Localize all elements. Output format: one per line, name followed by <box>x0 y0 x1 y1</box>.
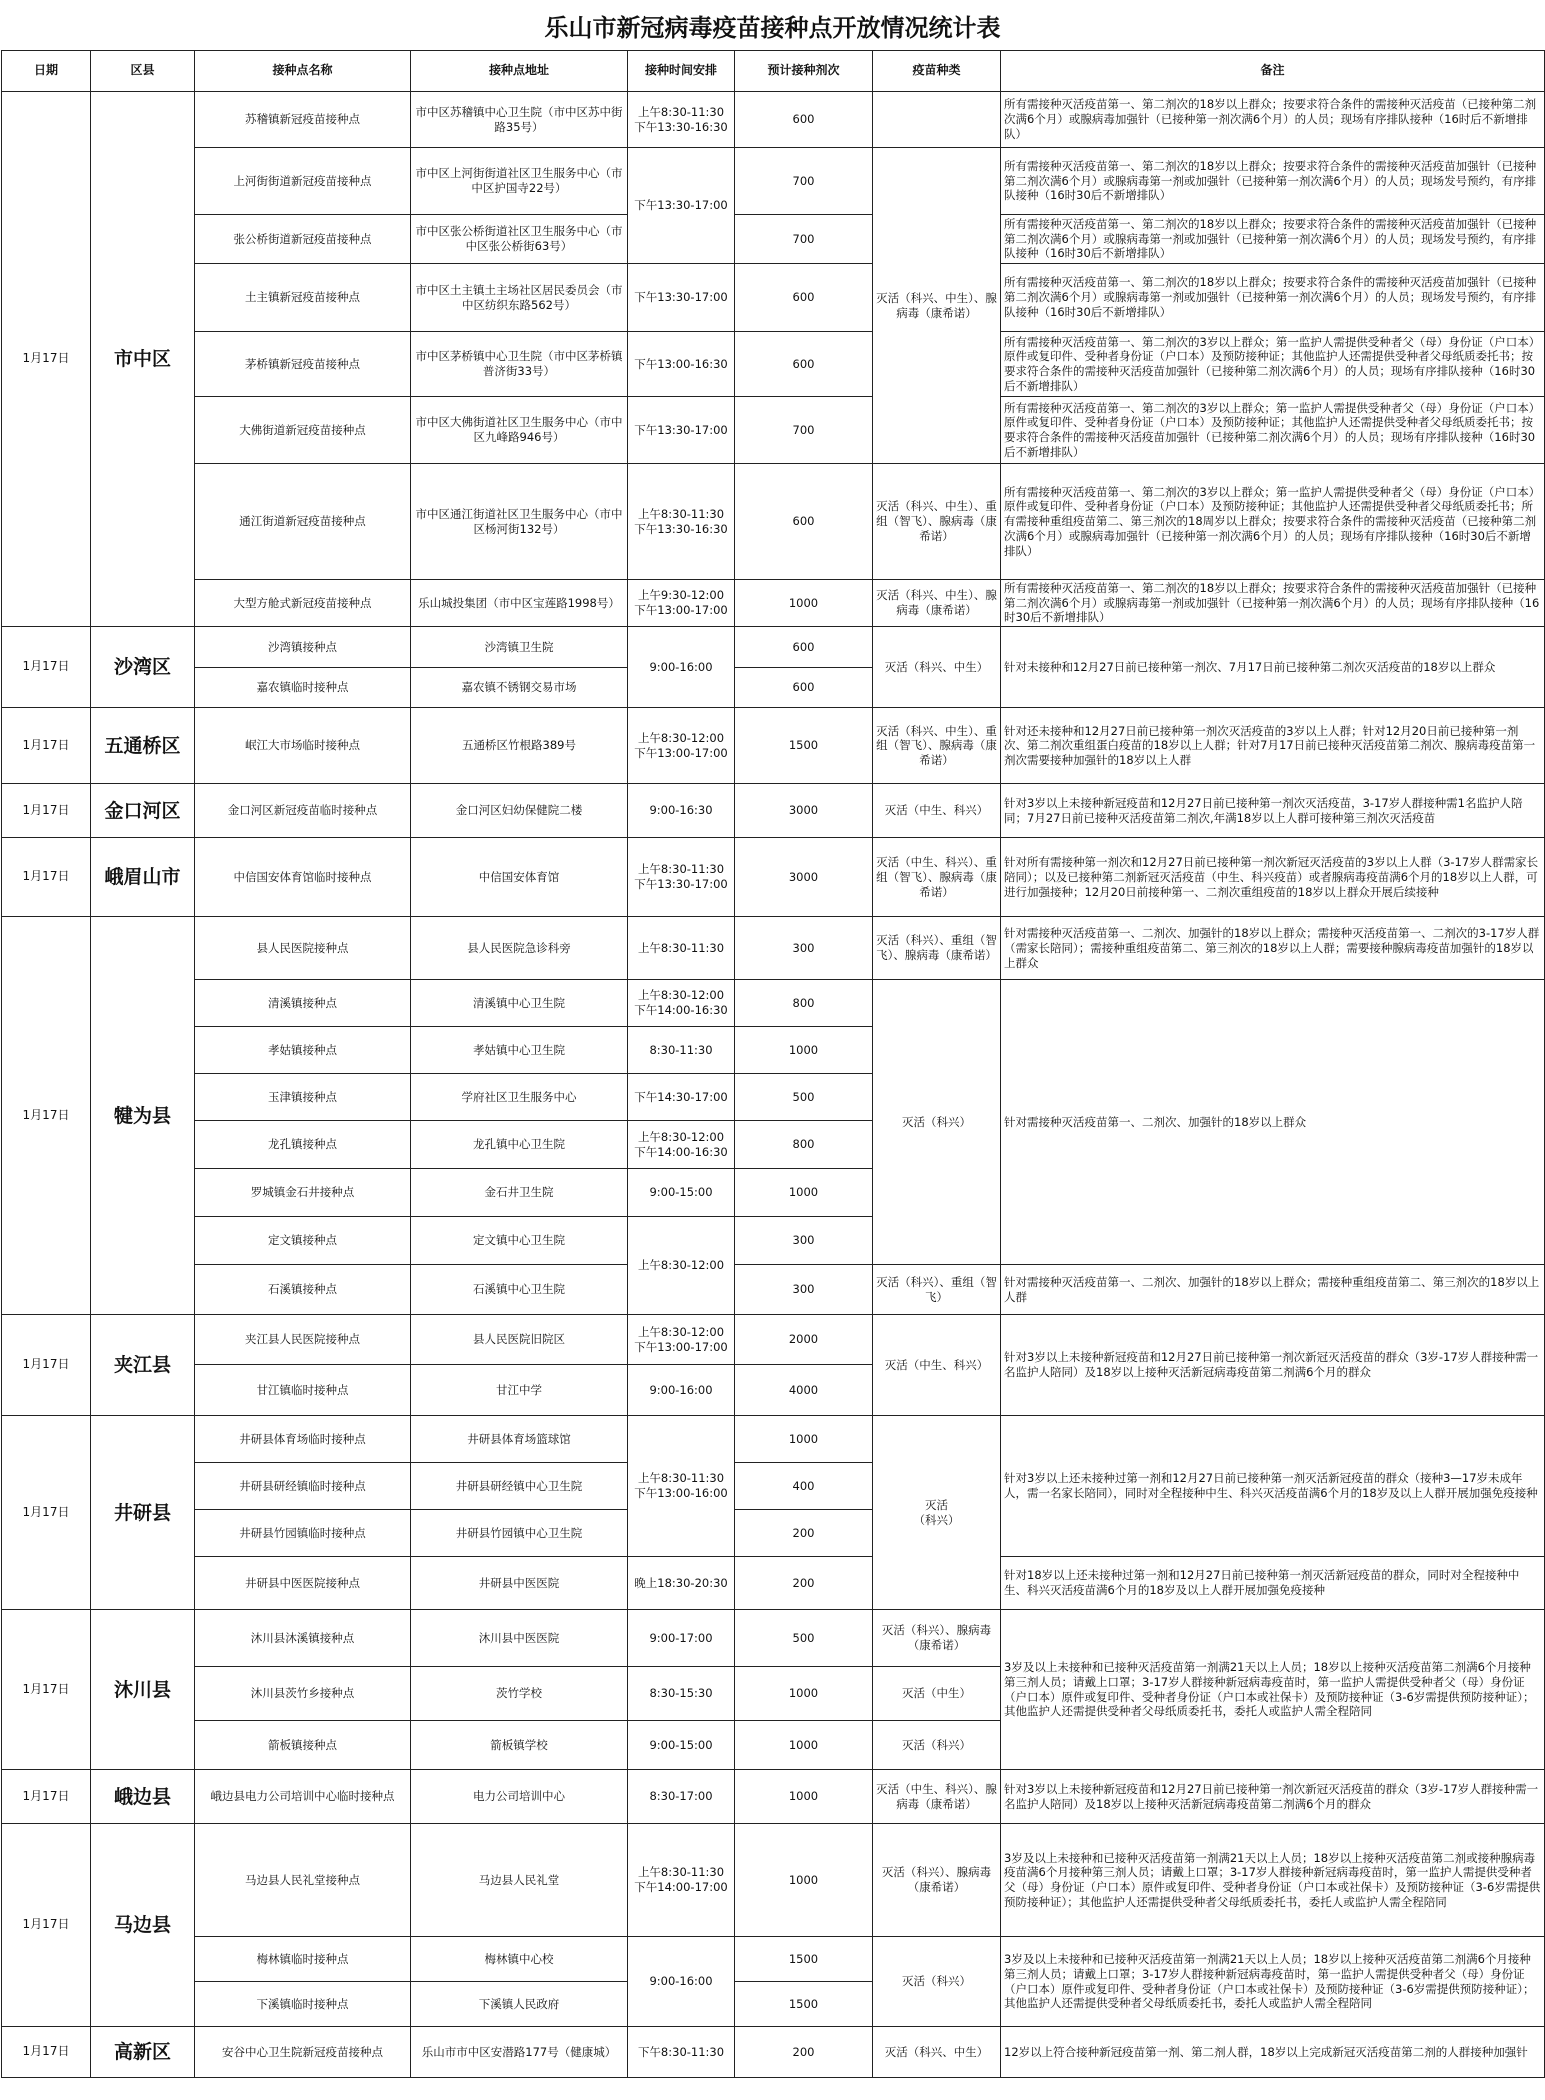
doses-cell: 700 <box>735 215 873 264</box>
time-cell: 9:00-15:00 <box>628 1721 735 1770</box>
site-name-cell: 定文镇接种点 <box>195 1217 411 1265</box>
remarks-cell: 所有需接种灭活疫苗第一、第二剂次的3岁以上群众；第一监护人需提供受种者父（母）身份证（户口本）原件或复印件、受种者身份证（户口本）及预防接种证；其他监护人还需提供受种者父母纸质委托书；按要求符合条件的需接种灭活疫苗加强针（已接种第二剂次满6个月）的人员；现场有序排队接种（16时30后不新增排队） <box>1001 397 1545 464</box>
vaccine-type-cell: 灭活（科兴） <box>873 1721 1001 1770</box>
site-address-cell: 茨竹学校 <box>411 1667 628 1721</box>
site-address-cell: 定文镇中心卫生院 <box>411 1217 628 1265</box>
site-name-cell: 箭板镇接种点 <box>195 1721 411 1770</box>
site-name-cell: 中信国安体育馆临时接种点 <box>195 838 411 917</box>
site-address-cell: 孝姑镇中心卫生院 <box>411 1027 628 1074</box>
date-cell: 1月17日 <box>2 838 91 917</box>
site-name-cell: 沐川县茨竹乡接种点 <box>195 1667 411 1721</box>
time-cell: 下午14:30-17:00 <box>628 1074 735 1121</box>
doses-cell: 1000 <box>735 1824 873 1937</box>
table-row <box>2 1265 1545 1315</box>
doses-cell: 200 <box>735 1557 873 1610</box>
site-address-cell: 电力公司培训中心 <box>411 1770 628 1824</box>
doses-cell: 700 <box>735 148 873 215</box>
remarks-cell: 所有需接种灭活疫苗第一、第二剂次的18岁以上群众；按要求符合条件的需接种灭活疫苗加强针（已接种第二剂次满6个月）或腺病毒第一剂或加强针（已接种第一剂次满6个月）的人员；现场发号预约，有序排队接种（16时30后不新增排队） <box>1001 215 1545 264</box>
remarks-cell: 针对需接种灭活疫苗第一、二剂次、加强针的18岁以上群众；需接种重组疫苗第二、第三剂次的18岁以上人群 <box>1001 1265 1545 1315</box>
site-address-cell: 井研县竹园镇中心卫生院 <box>411 1510 628 1557</box>
time-cell: 9:00-15:00 <box>628 1169 735 1217</box>
county-cell: 市中区 <box>91 92 195 627</box>
site-address-cell: 箭板镇学校 <box>411 1721 628 1770</box>
date-cell: 1月17日 <box>2 917 91 1315</box>
table-row <box>2 1770 1545 1824</box>
doses-cell: 300 <box>735 1217 873 1265</box>
doses-cell: 1000 <box>735 1770 873 1824</box>
time-cell: 下午13:30-17:00 <box>628 397 735 464</box>
date-cell: 1月17日 <box>2 1610 91 1770</box>
county-cell: 马边县 <box>91 1824 195 2027</box>
date-cell: 1月17日 <box>2 92 91 627</box>
site-address-cell: 马边县人民礼堂 <box>411 1824 628 1937</box>
vaccine-type-cell: 灭活（科兴）、腺病毒（康希诺） <box>873 1824 1001 1937</box>
remarks-cell: 12岁以上符合接种新冠疫苗第一剂、第二剂人群，18岁以上完成新冠灭活疫苗第二剂的人群接种加强针 <box>1001 2027 1545 2078</box>
remarks-cell: 针对3岁以上还未接种过第一剂和12月27日前已接种第一剂灭活新冠疫苗的群众（接种3—17岁未成年人，需一名家长陪同），同时对全程接种中生、科兴灭活疫苗满6个月的18岁及以上人群开展加强免疫接种 <box>1001 1416 1545 1557</box>
site-address-cell: 市中区张公桥街道社区卫生服务中心（市中区张公桥街63号） <box>411 215 628 264</box>
site-address-cell: 乐山市市中区安潜路177号（健康城） <box>411 2027 628 2078</box>
remarks-cell: 3岁及以上未接种和已接种灭活疫苗第一剂满21天以上人员；18岁以上接种灭活疫苗第二剂满6个月接种第三剂人员；请戴上口罩；3-17岁人群接种新冠病毒疫苗时，第一监护人需提供受种者父（母）身份证（户口本）原件或复印件、受种者身份证（户口本或社保卡）及预防接种证（3-6岁需提供预防接种证）；其他监护人还需提供受种者父母纸质委托书，委托人或监护人需全程陪同 <box>1001 1937 1545 2027</box>
site-name-cell: 罗城镇金石井接种点 <box>195 1169 411 1217</box>
time-cell: 上午9:30-12:00 下午13:00-17:00 <box>628 580 735 627</box>
table-row <box>2 980 1545 1027</box>
date-cell: 1月17日 <box>2 1824 91 2027</box>
vaccine-type-cell: 灭活（中生、科兴） <box>873 784 1001 838</box>
doses-cell: 700 <box>735 397 873 464</box>
time-cell: 9:00-16:00 <box>628 1937 735 2027</box>
remarks-cell: 3岁及以上未接种和已接种灭活疫苗第一剂满21天以上人员；18岁以上接种灭活疫苗第二剂满6个月接种第三剂人员；请戴上口罩；3-17岁人群接种新冠病毒疫苗时，第一监护人需提供受种者父（母）身份证（户口本）原件或复印件、受种者身份证（户口本或社保卡）及预防接种证（3-6岁需提供预防接种证）；其他监护人还需提供受种者父母纸质委托书，委托人或监护人需全程陪同 <box>1001 1610 1545 1770</box>
vaccine-type-cell: 灭活 （科兴） <box>873 1416 1001 1610</box>
remarks-cell: 所有需接种灭活疫苗第一、第二剂次的18岁以上群众；按要求符合条件的需接种灭活疫苗（已接种第二剂次满6个月）或腺病毒加强针（已接种第一剂次满6个月）的人员；现场有序排队接种（16时后不新增排队） <box>1001 92 1545 148</box>
site-address-cell: 梅林镇中心校 <box>411 1937 628 1982</box>
site-address-cell: 石溪镇中心卫生院 <box>411 1265 628 1315</box>
site-address-cell: 市中区通江街道社区卫生服务中心（市中区杨河街132号） <box>411 464 628 580</box>
time-cell: 9:00-16:30 <box>628 784 735 838</box>
doses-cell: 1500 <box>735 1937 873 1982</box>
time-cell: 上午8:30-11:30 下午13:30-16:30 <box>628 464 735 580</box>
site-address-cell: 清溪镇中心卫生院 <box>411 980 628 1027</box>
site-address-cell: 沐川县中医医院 <box>411 1610 628 1667</box>
site-address-cell: 沙湾镇卫生院 <box>411 627 628 668</box>
site-address-cell: 县人民医院旧院区 <box>411 1315 628 1365</box>
site-name-cell: 马边县人民礼堂接种点 <box>195 1824 411 1937</box>
remarks-cell: 针对所有需接种第一剂次和12月27日前已接种第一剂次新冠灭活疫苗的3岁以上人群（3-17岁人群需家长陪同）；以及已接种第二剂新冠灭活疫苗（中生、科兴疫苗）或者腺病毒疫苗满6个月的18岁以上人群，可进行加强接种；12月20日前接种第一、二剂次重组疫苗的18岁以上群众开展后续接种 <box>1001 838 1545 917</box>
doses-cell: 800 <box>735 1121 873 1169</box>
doses-cell: 1000 <box>735 1416 873 1463</box>
doses-cell: 1000 <box>735 1721 873 1770</box>
table-row <box>2 464 1545 580</box>
site-address-cell: 龙孔镇中心卫生院 <box>411 1121 628 1169</box>
site-name-cell: 大型方舱式新冠疫苗接种点 <box>195 580 411 627</box>
time-cell: 8:30-11:30 <box>628 1027 735 1074</box>
remarks-cell: 针对未接种和12月27日前已接种第一剂次、7月17日前已接种第二剂次灭活疫苗的18岁以上群众 <box>1001 627 1545 708</box>
site-name-cell: 井研县体育场临时接种点 <box>195 1416 411 1463</box>
doses-cell: 200 <box>735 2027 873 2078</box>
time-cell: 上午8:30-12:00 下午13:00-17:00 <box>628 708 735 784</box>
header-site-address: 接种点地址 <box>411 51 628 92</box>
doses-cell: 1000 <box>735 1027 873 1074</box>
site-name-cell: 安谷中心卫生院新冠疫苗接种点 <box>195 2027 411 2078</box>
doses-cell: 300 <box>735 917 873 980</box>
site-name-cell: 石溪镇接种点 <box>195 1265 411 1315</box>
remarks-cell: 针对需接种灭活疫苗第一、二剂次、加强针的18岁以上群众；需接种灭活疫苗第一、二剂次的3-17岁人群（需家长陪同）；需接种重组疫苗第二、第三剂次的18岁以上人群；需要接种腺病毒疫苗加强针的18岁以上群众 <box>1001 917 1545 980</box>
site-name-cell: 峨边县电力公司培训中心临时接种点 <box>195 1770 411 1824</box>
site-address-cell: 市中区茅桥镇中心卫生院（市中区茅桥镇普济街33号） <box>411 332 628 397</box>
county-cell: 峨眉山市 <box>91 838 195 917</box>
site-name-cell: 金口河区新冠疫苗临时接种点 <box>195 784 411 838</box>
time-cell: 上午8:30-12:00 下午14:00-16:30 <box>628 1121 735 1169</box>
header-row <box>2 51 1545 92</box>
table-row <box>2 1610 1545 1667</box>
remarks-cell: 所有需接种灭活疫苗第一、第二剂次的3岁以上群众；第一监护人需提供受种者父（母）身份证（户口本）原件或复印件、受种者身份证（户口本）及预防接种证；其他监护人还需提供受种者父母纸质委托书；所有需接种重组疫苗第二、第三剂次的18周岁以上群众；按要求符合条件的需接种灭活疫苗（已接种第二剂次满6个月）或腺病毒加强针（已接种第一剂次满6个月）的人员；现场有序排队接种（16时30后不新增排队） <box>1001 464 1545 580</box>
vaccine-type-cell: 灭活（科兴、中生）、重组（智飞）、腺病毒（康希诺） <box>873 464 1001 580</box>
site-address-cell: 市中区土主镇土主场社区居民委员会（市中区纺织东路562号） <box>411 264 628 332</box>
vaccine-type-cell: 灭活（中生、科兴） <box>873 1315 1001 1416</box>
site-name-cell: 茅桥镇新冠疫苗接种点 <box>195 332 411 397</box>
county-cell: 五通桥区 <box>91 708 195 784</box>
date-cell: 1月17日 <box>2 1770 91 1824</box>
site-address-cell: 嘉农镇不锈钢交易市场 <box>411 668 628 708</box>
site-name-cell: 岷江大市场临时接种点 <box>195 708 411 784</box>
time-cell: 下午8:30-11:30 <box>628 2027 735 2078</box>
site-address-cell: 五通桥区竹根路389号 <box>411 708 628 784</box>
header-vaccine-type: 疫苗种类 <box>873 51 1001 92</box>
doses-cell: 1500 <box>735 1982 873 2027</box>
remarks-cell: 针对还未接种和12月27日前已接种第一剂次灭活疫苗的3岁以上人群；针对12月20日前已接种第一剂次、第二剂次重组蛋白疫苗的18岁以上人群；针对7月17日前已接种灭活疫苗第二剂次、腺病毒疫苗第一剂次需要接种加强针的18岁以上人群 <box>1001 708 1545 784</box>
table-row <box>2 1824 1545 1937</box>
time-cell: 下午13:30-17:00 <box>628 148 735 264</box>
site-name-cell: 井研县研经镇临时接种点 <box>195 1463 411 1510</box>
time-cell: 上午8:30-11:30 下午13:00-16:00 <box>628 1416 735 1557</box>
date-cell: 1月17日 <box>2 1416 91 1610</box>
remarks-cell: 所有需接种灭活疫苗第一、第二剂次的18岁以上群众；按要求符合条件的需接种灭活疫苗加强针（已接种第二剂次满6个月）或腺病毒第一剂或加强针（已接种第一剂次满6个月）的人员；现场发号预约，有序排队接种（16时30后不新增排队） <box>1001 148 1545 215</box>
page-title: 乐山市新冠病毒疫苗接种点开放情况统计表 <box>544 13 1001 42</box>
table-row <box>2 332 1545 397</box>
time-cell: 上午8:30-11:30 下午13:30-17:00 <box>628 838 735 917</box>
site-address-cell: 甘江中学 <box>411 1365 628 1416</box>
doses-cell: 2000 <box>735 1315 873 1365</box>
site-name-cell: 孝姑镇接种点 <box>195 1027 411 1074</box>
county-cell: 犍为县 <box>91 917 195 1315</box>
vaccine-type-cell: 灭活（科兴） <box>873 980 1001 1265</box>
table-row <box>2 2027 1545 2078</box>
site-address-cell: 井研县中医医院 <box>411 1557 628 1610</box>
remarks-cell: 所有需接种灭活疫苗第一、第二剂次的18岁以上群众；按要求符合条件的需接种灭活疫苗加强针（已接种第二剂次满6个月）或腺病毒第一剂或加强针（已接种第一剂次满6个月）的人员；现场有序排队接种（16时30后不新增排队） <box>1001 580 1545 627</box>
doses-cell: 600 <box>735 464 873 580</box>
site-name-cell: 张公桥街道新冠疫苗接种点 <box>195 215 411 264</box>
table-row <box>2 264 1545 332</box>
table-body <box>2 92 1545 2078</box>
table-row <box>2 397 1545 464</box>
site-address-cell: 学府社区卫生服务中心 <box>411 1074 628 1121</box>
date-cell: 1月17日 <box>2 708 91 784</box>
doses-cell: 500 <box>735 1610 873 1667</box>
remarks-cell: 针对3岁以上未接种新冠疫苗和12月27日前已接种第一剂次灭活疫苗，3-17岁人群接种需1名监护人陪同；7月27日前已接种灭活疫苗第二剂次,年满18岁以上人群可接种第三剂次灭活疫苗 <box>1001 784 1545 838</box>
time-cell: 上午8:30-12:00 下午14:00-16:30 <box>628 980 735 1027</box>
doses-cell: 600 <box>735 332 873 397</box>
site-name-cell: 苏稽镇新冠疫苗接种点 <box>195 92 411 148</box>
time-cell: 上午8:30-11:30 下午13:30-16:30 <box>628 92 735 148</box>
time-cell: 8:30-17:00 <box>628 1770 735 1824</box>
site-address-cell: 县人民医院急诊科旁 <box>411 917 628 980</box>
site-name-cell: 通江街道新冠疫苗接种点 <box>195 464 411 580</box>
vaccine-type-cell: 灭活（科兴、中生） <box>873 2027 1001 2078</box>
site-address-cell: 市中区苏稽镇中心卫生院（市中区苏中街路35号） <box>411 92 628 148</box>
site-name-cell: 土主镇新冠疫苗接种点 <box>195 264 411 332</box>
table-row <box>2 1937 1545 1982</box>
header-time: 接种时间安排 <box>628 51 735 92</box>
vaccine-type-cell: 灭活（科兴、中生）、腺病毒（康希诺） <box>873 580 1001 627</box>
site-address-cell: 金石井卫生院 <box>411 1169 628 1217</box>
table-row <box>2 92 1545 148</box>
time-cell: 上午8:30-12:00 下午13:00-17:00 <box>628 1315 735 1365</box>
county-cell: 井研县 <box>91 1416 195 1610</box>
remarks-cell: 所有需接种灭活疫苗第一、第二剂次的3岁以上群众；第一监护人需提供受种者父（母）身份证（户口本）原件或复印件、受种者身份证（户口本）及预防接种证；其他监护人还需提供受种者父母纸质委托书；按要求符合条件的需接种灭活疫苗加强针（已接种第二剂次满6个月）的人员；现场有序排队接种（16时30后不新增排队） <box>1001 332 1545 397</box>
site-name-cell: 沙湾镇接种点 <box>195 627 411 668</box>
site-name-cell: 嘉农镇临时接种点 <box>195 668 411 708</box>
table-row <box>2 580 1545 627</box>
header-remarks: 备注 <box>1001 51 1545 92</box>
header-site-name: 接种点名称 <box>195 51 411 92</box>
table-row <box>2 148 1545 215</box>
table-row <box>2 784 1545 838</box>
site-name-cell: 下溪镇临时接种点 <box>195 1982 411 2027</box>
doses-cell: 1000 <box>735 580 873 627</box>
table-row <box>2 1557 1545 1610</box>
site-name-cell: 清溪镇接种点 <box>195 980 411 1027</box>
table-row <box>2 627 1545 668</box>
site-name-cell: 井研县竹园镇临时接种点 <box>195 1510 411 1557</box>
header-doses: 预计接种剂次 <box>735 51 873 92</box>
doses-cell: 600 <box>735 92 873 148</box>
vaccine-type-cell: 灭活（科兴、中生）、腺病毒（康希诺） <box>873 148 1001 464</box>
vaccine-type-cell: 灭活（科兴、中生）、重组（智飞）、腺病毒（康希诺） <box>873 708 1001 784</box>
remarks-cell: 所有需接种灭活疫苗第一、第二剂次的18岁以上群众；按要求符合条件的需接种灭活疫苗加强针（已接种第二剂次满6个月）或腺病毒第一剂或加强针（已接种第一剂次满6个月）的人员；现场发号预约，有序排队接种（16时30后不新增排队） <box>1001 264 1545 332</box>
time-cell: 上午8:30-12:00 <box>628 1217 735 1315</box>
vaccination-table <box>1 50 1545 2078</box>
vaccine-type-cell: 灭活（中生） <box>873 1667 1001 1721</box>
doses-cell: 600 <box>735 668 873 708</box>
doses-cell: 4000 <box>735 1365 873 1416</box>
time-cell: 下午13:00-16:30 <box>628 332 735 397</box>
table-row <box>2 1416 1545 1463</box>
doses-cell: 200 <box>735 1510 873 1557</box>
vaccine-type-cell: 灭活（科兴、中生） <box>873 627 1001 708</box>
remarks-cell: 针对需接种灭活疫苗第一、二剂次、加强针的18岁以上群众 <box>1001 980 1545 1265</box>
table-row <box>2 917 1545 980</box>
site-name-cell: 龙孔镇接种点 <box>195 1121 411 1169</box>
doses-cell: 500 <box>735 1074 873 1121</box>
county-cell: 沙湾区 <box>91 627 195 708</box>
site-address-cell: 下溪镇人民政府 <box>411 1982 628 2027</box>
header-county: 区县 <box>91 51 195 92</box>
county-cell: 金口河区 <box>91 784 195 838</box>
time-cell: 上午8:30-11:30 下午14:00-17:00 <box>628 1824 735 1937</box>
time-cell: 9:00-16:00 <box>628 1365 735 1416</box>
site-name-cell: 玉津镇接种点 <box>195 1074 411 1121</box>
vaccine-type-cell: 灭活（科兴） <box>873 1937 1001 2027</box>
doses-cell: 800 <box>735 980 873 1027</box>
site-address-cell: 市中区大佛街道社区卫生服务中心（市中区九峰路946号） <box>411 397 628 464</box>
remarks-cell: 针对3岁以上未接种新冠疫苗和12月27日前已接种第一剂次新冠灭活疫苗的群众（3岁-17岁人群接种需一名监护人陪同）及18岁以上接种灭活新冠病毒疫苗第二剂满6个月的群众 <box>1001 1315 1545 1416</box>
site-name-cell: 沐川县沐溪镇接种点 <box>195 1610 411 1667</box>
doses-cell: 3000 <box>735 784 873 838</box>
time-cell: 9:00-16:00 <box>628 627 735 708</box>
header-date: 日期 <box>2 51 91 92</box>
site-name-cell: 上河街街道新冠疫苗接种点 <box>195 148 411 215</box>
site-address-cell: 市中区上河街街道社区卫生服务中心（市中区护国寺22号） <box>411 148 628 215</box>
time-cell: 下午13:30-17:00 <box>628 264 735 332</box>
date-cell: 1月17日 <box>2 2027 91 2078</box>
table-row <box>2 1315 1545 1365</box>
site-name-cell: 夹江县人民医院接种点 <box>195 1315 411 1365</box>
doses-cell: 300 <box>735 1265 873 1315</box>
doses-cell: 1000 <box>735 1667 873 1721</box>
doses-cell: 600 <box>735 264 873 332</box>
site-name-cell: 大佛街道新冠疫苗接种点 <box>195 397 411 464</box>
county-cell: 夹江县 <box>91 1315 195 1416</box>
table-row <box>2 708 1545 784</box>
vaccine-type-cell: 灭活（科兴）、腺病毒（康希诺） <box>873 1610 1001 1667</box>
site-name-cell: 梅林镇临时接种点 <box>195 1937 411 1982</box>
county-cell: 高新区 <box>91 2027 195 2078</box>
doses-cell: 3000 <box>735 838 873 917</box>
vaccine-type-cell <box>873 92 1001 148</box>
time-cell: 9:00-17:00 <box>628 1610 735 1667</box>
remarks-cell: 针对18岁以上还未接种过第一剂和12月27日前已接种第一剂灭活新冠疫苗的群众，同时对全程接种中生、科兴灭活疫苗满6个月的18岁及以上人群开展加强免疫接种 <box>1001 1557 1545 1610</box>
vaccine-type-cell: 灭活（科兴）、重组（智飞）、腺病毒（康希诺） <box>873 917 1001 980</box>
doses-cell: 400 <box>735 1463 873 1510</box>
site-name-cell: 甘江镇临时接种点 <box>195 1365 411 1416</box>
site-name-cell: 县人民医院接种点 <box>195 917 411 980</box>
vaccine-type-cell: 灭活（中生、科兴）、腺病毒（康希诺） <box>873 1770 1001 1824</box>
time-cell: 8:30-15:30 <box>628 1667 735 1721</box>
site-name-cell: 井研县中医医院接种点 <box>195 1557 411 1610</box>
site-address-cell: 乐山城投集团（市中区宝莲路1998号） <box>411 580 628 627</box>
table-row <box>2 215 1545 264</box>
doses-cell: 1500 <box>735 708 873 784</box>
doses-cell: 600 <box>735 627 873 668</box>
date-cell: 1月17日 <box>2 1315 91 1416</box>
site-address-cell: 井研县研经镇中心卫生院 <box>411 1463 628 1510</box>
date-cell: 1月17日 <box>2 784 91 838</box>
date-cell: 1月17日 <box>2 627 91 708</box>
time-cell: 上午8:30-11:30 <box>628 917 735 980</box>
site-address-cell: 井研县体育场篮球馆 <box>411 1416 628 1463</box>
county-cell: 沐川县 <box>91 1610 195 1770</box>
vaccine-type-cell: 灭活（科兴）、重组（智飞） <box>873 1265 1001 1315</box>
site-address-cell: 中信国安体育馆 <box>411 838 628 917</box>
vaccine-type-cell: 灭活（中生、科兴）、重组（智飞）、腺病毒（康希诺） <box>873 838 1001 917</box>
remarks-cell: 针对3岁以上未接种新冠疫苗和12月27日前已接种第一剂次新冠灭活疫苗的群众（3岁-17岁人群接种需一名监护人陪同）及18岁以上接种灭活新冠病毒疫苗第二剂满6个月的群众 <box>1001 1770 1545 1824</box>
time-cell: 晚上18:30-20:30 <box>628 1557 735 1610</box>
county-cell: 峨边县 <box>91 1770 195 1824</box>
table-row <box>2 838 1545 917</box>
remarks-cell: 3岁及以上未接种和已接种灭活疫苗第一剂满21天以上人员；18岁以上接种灭活疫苗第二剂或接种腺病毒疫苗满6个月接种第三剂人员；请戴上口罩；3-17岁人群接种新冠病毒疫苗时，第一监护人需提供受种者父（母）身份证（户口本）原件或复印件、受种者身份证（户口本或社保卡）及预防接种证（3-6岁需提供预防接种证）；其他监护人还需提供受种者父母纸质委托书，委托人或监护人需全程陪同 <box>1001 1824 1545 1937</box>
doses-cell: 1000 <box>735 1169 873 1217</box>
site-address-cell: 金口河区妇幼保健院二楼 <box>411 784 628 838</box>
